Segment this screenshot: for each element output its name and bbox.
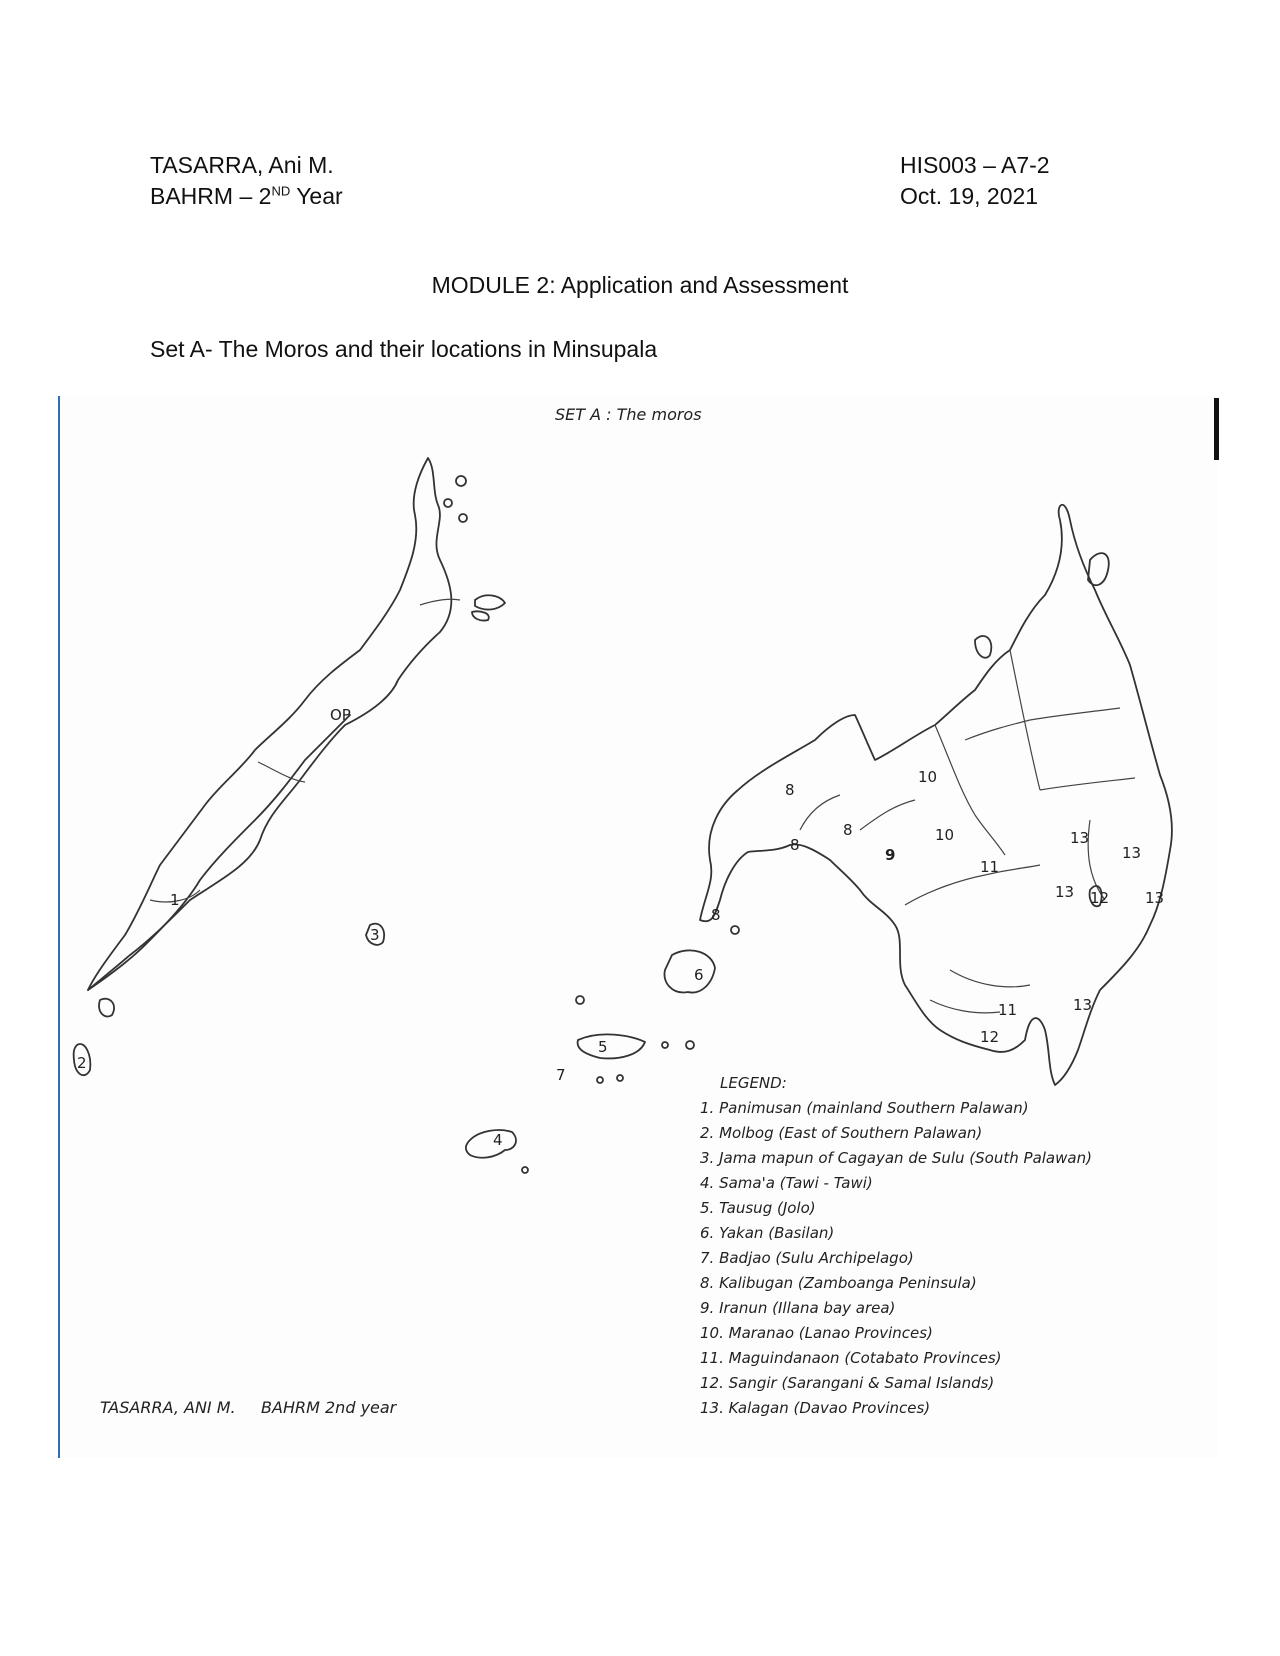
mindanao-border-b [965,708,1120,740]
mindanao-island [700,505,1172,1085]
map-label-13b: 13 [1122,844,1142,862]
map-label-12b: 12 [1090,889,1110,907]
legend-item-5: 5. Tausug (Jolo) [700,1199,816,1217]
course-code: HIS003 – A7-2 [900,152,1050,178]
sulu-islet-f [576,996,584,1004]
legend-item-7: 7. Badjao (Sulu Archipelago) [700,1249,914,1267]
mindanao-border-g [950,970,1030,987]
map-label-2: 2 [77,1054,87,1072]
mindanao-border-e [905,865,1040,905]
map-label-8c: 8 [843,821,853,839]
basilan-island [664,950,715,992]
palawan-islet-c [456,476,466,486]
map-label-1: 1 [170,891,180,909]
legend-item-1: 1. Panimusan (mainland Southern Palawan) [700,1099,1029,1117]
map-label-6: 6 [694,966,704,984]
mindanao-border-a [1010,650,1040,790]
mindanao-border-h [930,1000,1000,1013]
map-label-5: 5 [598,1038,608,1056]
legend-item-11: 11. Maguindanaon (Cotabato Provinces) [700,1349,1002,1367]
legend-item-10: 10. Maranao (Lanao Provinces) [700,1324,933,1342]
map-label-13c: 13 [1055,883,1075,901]
legend-item-6: 6. Yakan (Basilan) [700,1224,835,1242]
tawitawi-island [466,1130,516,1158]
map-label-8d: 8 [785,781,795,799]
sulu-islet-c [597,1077,603,1083]
submission-date: Oct. 19, 2021 [900,183,1039,209]
palawan-inner-coast [88,715,350,990]
page-subtitle: Set A- The Moros and their locations in Minsupala [150,336,658,362]
sulu-islet-a [686,1041,694,1049]
map-label-13e: 13 [1073,996,1093,1014]
map-label-9: 9 [885,846,896,864]
mindanao-border-d [1040,778,1135,790]
map-label-4: 4 [493,1131,503,1149]
map-label-13a: 13 [1070,829,1090,847]
legend-item-2: 2. Molbog (East of Southern Palawan) [700,1124,983,1142]
map-label-8a: 8 [711,906,721,924]
map-label-10a: 10 [918,768,938,786]
map-label-11b: 11 [998,1001,1018,1019]
mindanao-border-j [800,795,840,830]
map-label-13d: 13 [1145,889,1165,907]
sulu-islet-d [617,1075,623,1081]
palawan-islet-e [459,514,467,522]
sulu-islet-b [662,1042,668,1048]
program-prefix: BAHRM – 2 [150,183,272,209]
scan-heading: SET A : The moros [555,405,702,424]
legend-item-9: 9. Iranun (Illana bay area) [700,1299,896,1317]
legend-item-13: 13. Kalagan (Davao Provinces) [700,1399,931,1417]
legend-item-8: 8. Kalibugan (Zamboanga Peninsula) [700,1274,977,1292]
palawan-border-2 [258,762,305,782]
legend-item-4: 4. Sama'a (Tawi - Tawi) [700,1174,873,1192]
zamboanga-islet [731,926,739,934]
palawan-border-3 [420,599,460,605]
palawan-island [88,458,451,990]
sulu-islet-e [522,1167,528,1173]
student-name: TASARRA, Ani M. [150,152,334,178]
program-superscript: ND [271,183,291,199]
legend-title: LEGEND: [720,1074,787,1092]
palawan-islet-f [99,999,114,1017]
palawan-islet-b [472,611,489,620]
legend-item-3: 3. Jama mapun of Cagayan de Sulu (South Palawan) [700,1149,1092,1167]
map-label-op: OP [330,706,351,724]
map-label-3: 3 [370,926,380,944]
siargao-island [975,636,991,658]
palawan-islet-a [475,595,505,609]
handwritten-signature: TASARRA, ANI M. BAHRM 2nd year [100,1398,397,1417]
legend-item-12: 12. Sangir (Sarangani & Samal Islands) [700,1374,995,1392]
palawan-islet-d [444,499,452,507]
map-label-11a: 11 [980,858,1000,876]
map-label-10b: 10 [935,826,955,844]
map-label-12a: 12 [980,1028,1000,1046]
program-suffix: Year [290,183,343,209]
mindanao-border-i [860,800,915,830]
jolo-island [578,1034,645,1058]
map-label-7: 7 [556,1066,566,1084]
map-label-8b: 8 [790,836,800,854]
page-title: MODULE 2: Application and Assessment [431,272,849,298]
